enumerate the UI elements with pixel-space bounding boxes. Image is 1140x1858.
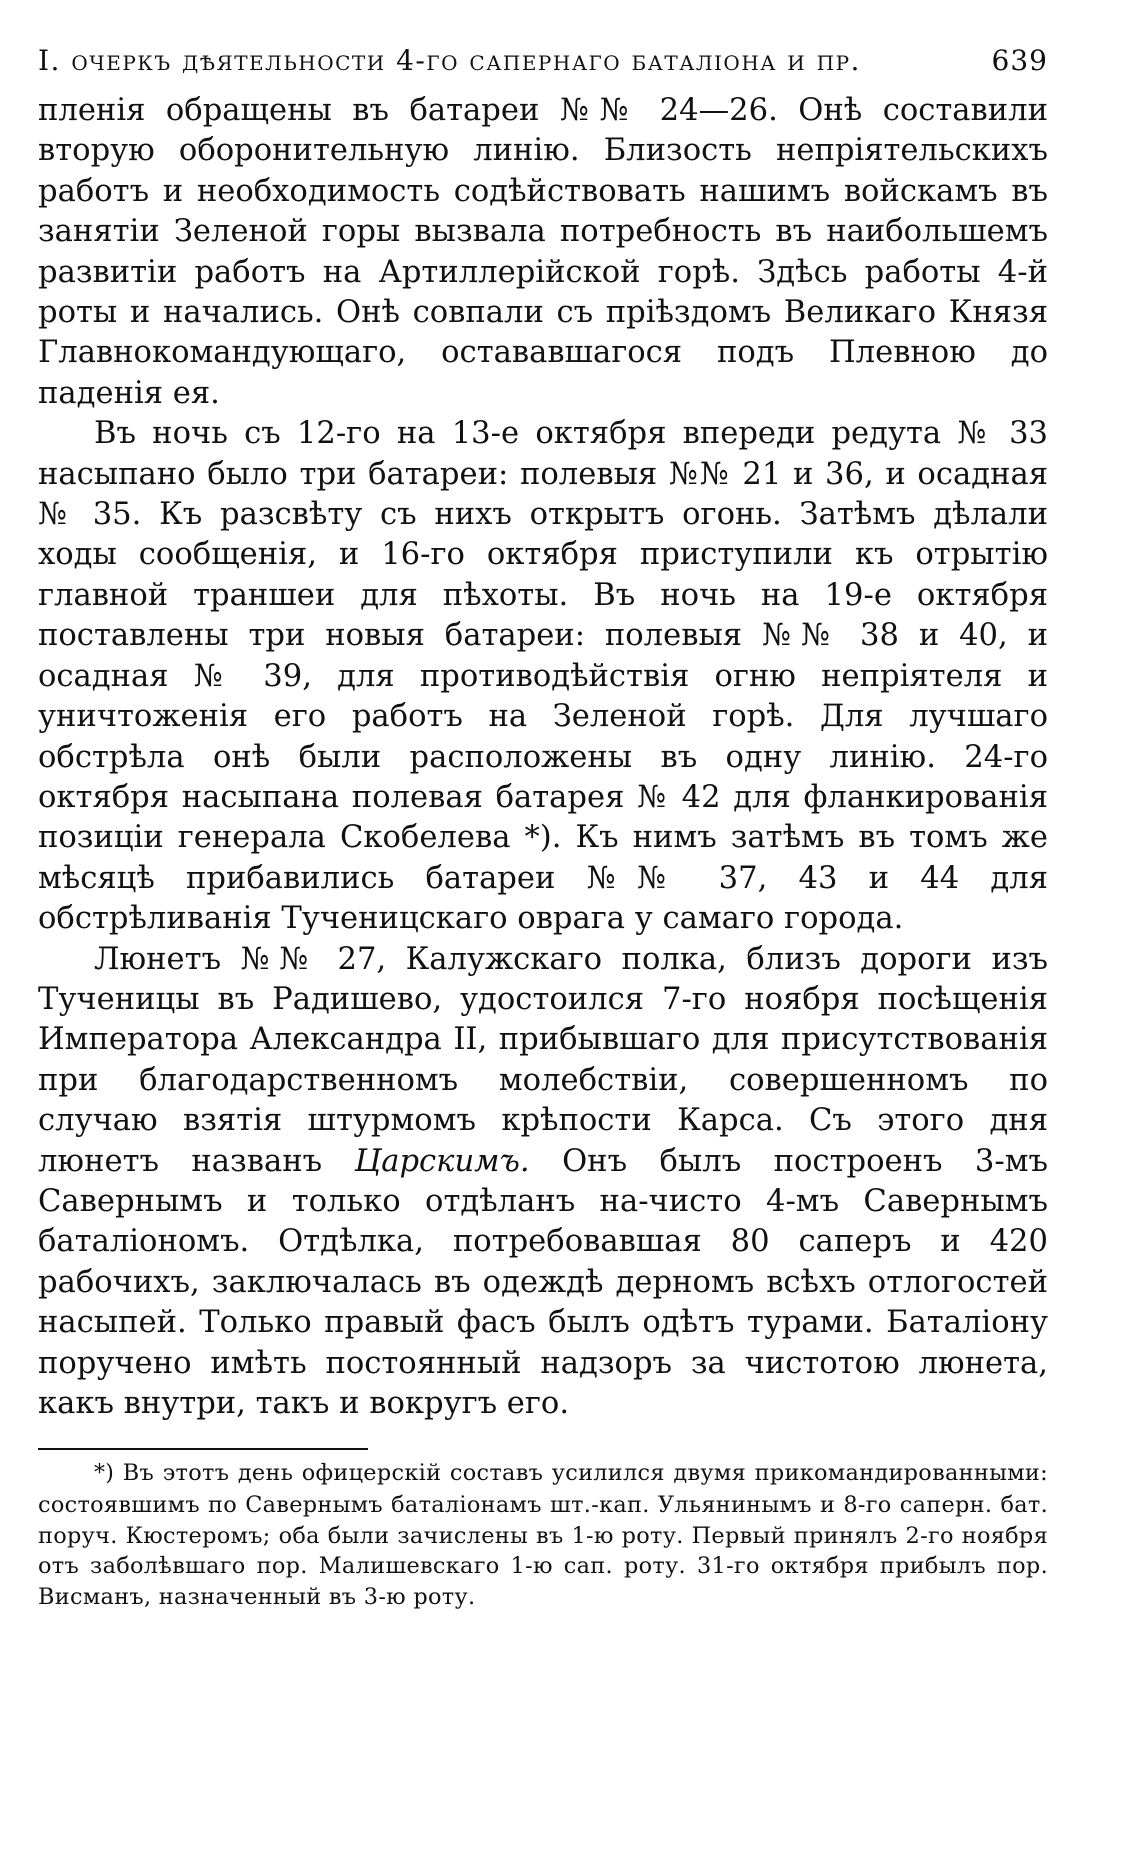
paragraph-2: Въ ночь съ 12-го на 13-е октября впереди редута № 33 насыпано было три батареи: полевыя №№ 21 и 36, и осадная № 35. Къ разсвѣту съ нихъ открытъ огонь. Затѣмъ дѣлали ходы сообщенія, и 16-го октября приступили къ отрытію главной траншеи для пѣхоты. Въ ночь на 19-е октября поставлены три новыя батареи: полевыя №№ 38 и 40, и осадная № 39, для противодѣйствія огню непріятеля и уничтоженія его работъ на Зеленой горѣ. Для лучшаго обстрѣла онѣ были расположены въ одну линію. 24-го октября насыпана полевая батарея № 42 для фланкированія позиціи генерала Скобелева *). Къ нимъ затѣмъ въ томъ же мѣсяцѣ прибавились батареи №№ 37, 43 и 44 для обстрѣливанія Тученицскаго оврага у самаго города. <box>38 416 1048 937</box>
running-title: I. очеркъ дѣятельности 4-го сапернаго баталіона и пр. <box>38 44 861 77</box>
book-page <box>38 44 1048 1612</box>
footnote-divider <box>38 1448 368 1450</box>
running-header <box>38 44 1048 77</box>
paragraph-3 <box>38 940 1048 1425</box>
footnote-paragraph <box>38 1458 1048 1612</box>
paragraph-3-text-b: Онъ былъ построенъ 3-мъ Савернымъ и только отдѣланъ на-чисто 4-мъ Савернымъ баталіономъ. Отдѣлка, потребовавшая 80 саперъ и 420 рабочихъ, заключалась въ одеждѣ дерномъ всѣхъ отлогостей насыпей. Только правый фасъ былъ одѣтъ турами. Баталіону поручено имѣть постоянный надзоръ за чистотою люнета, какъ внутри, такъ и вокругъ его. <box>38 1143 1048 1421</box>
page-number: 639 <box>991 44 1048 77</box>
paragraph-3-text-a: Люнетъ №№ 27, Калужскаго полка, близъ дороги изъ Тученицы въ Радишево, удостоился 7-го ноября посѣщенія Императора Александра II, прибывшаго для присутствованія при благодарственномъ молебствіи, совершенномъ по случаю взятія штурмомъ крѣпости Карса. Съ этого дня люнетъ названъ <box>38 941 1048 1179</box>
paragraph-1: пленія обращены въ батареи №№ 24—26. Онѣ составили вторую оборонительную линію. Близость непріятельскихъ работъ и необходимость содѣйствовать нашимъ войскамъ въ занятіи Зеленой горы вызвала потребность въ наибольшемъ развитіи работъ на Артиллерійской горѣ. Здѣсь работы 4-й роты и начались. Онѣ совпали съ пріѣздомъ Великаго Князя Главнокомандующаго, остававшагося подъ Плевною до паденія ея. <box>38 93 1048 411</box>
footnote-marker: *) <box>94 1461 115 1487</box>
paragraph-3-italic-name: Царскимъ. <box>354 1143 530 1179</box>
footnote-text: Въ этотъ день офицерскій составъ усилился двумя прикомандированными: состоявшимъ по Савернымъ баталіонамъ шт.-кап. Ульянинымъ и 8-го саперн. бат. поруч. Кюстеромъ; оба были зачислены въ 1-ю роту. Первый принялъ 2-го ноября отъ заболѣвшаго пор. Малишевскаго 1-ю сап. роту. 31-го октября прибылъ пор. Висманъ, назначенный въ 3-ю роту. <box>38 1460 1048 1610</box>
main-text <box>38 91 1048 1424</box>
footnote <box>38 1458 1048 1612</box>
